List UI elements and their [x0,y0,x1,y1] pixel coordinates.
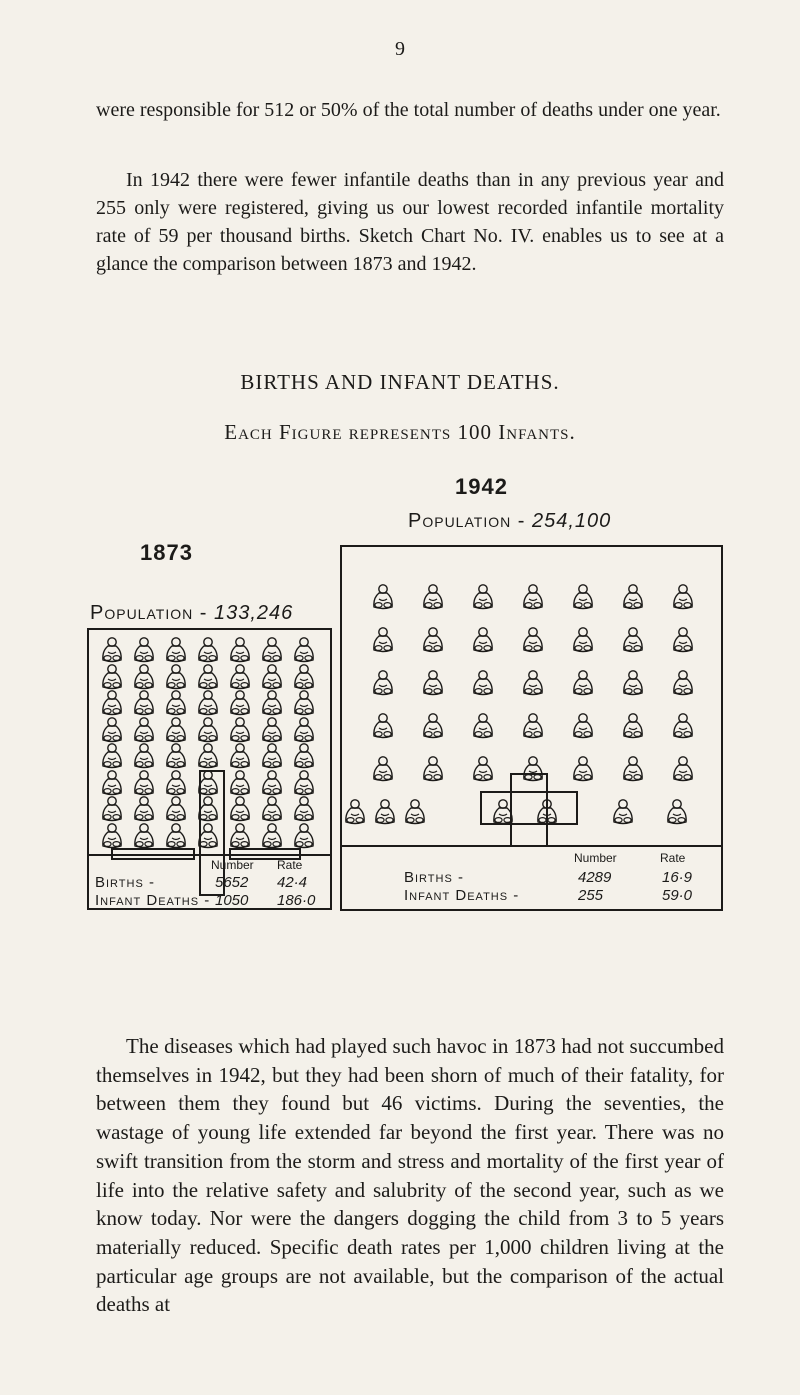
panel-1942 [340,545,723,911]
infant-figure-icon [620,712,646,740]
paragraph-1942-summary: In 1942 there were fewer infantile deaths than in any previous year and 255 only were registered, giving us our lowest recorded infantile mortality rate of 59 per thousand births. Sketch Chart No. IV. enables us to see at a glance the comparison between 1873 and 1942. [96,169,724,275]
infant-figure-icon [131,795,157,823]
infant-figure-icon [195,663,221,691]
infant-figure-icon [470,755,496,783]
infant-figure-icon [227,716,253,744]
infant-figure-icon [131,769,157,797]
population-1942 [408,510,611,533]
infant-figure-icon [99,636,125,664]
infant-figure-icon [470,626,496,654]
infant-figure-icon [670,626,696,654]
infant-figure-icon [670,583,696,611]
population-1873-label: Population - [90,602,208,624]
infant-figure-icon [370,712,396,740]
infant-figure-icon [227,795,253,823]
chart-title: BIRTHS AND INFANT DEATHS. [240,370,560,394]
population-1942-value: 254,100 [531,510,612,532]
infant-figure-icon [420,755,446,783]
infant-figure-icon [131,716,157,744]
infant-figure-icon [520,583,546,611]
deaths-rate-1873: 186·0 [277,892,316,909]
population-1873 [90,602,293,625]
infant-figure-icon [227,689,253,717]
infant-figure-icon [259,636,285,664]
infant-figure-icon [99,769,125,797]
infant-figure-icon [370,755,396,783]
infant-figure-icon [131,663,157,691]
infant-figure-icon [163,822,189,850]
births-label-1942: Births - [404,869,464,886]
infant-figure-icon [291,822,317,850]
deaths-number-1942: 255 [578,887,604,904]
infant-figure-icon [610,798,636,826]
chart-subtitle: Each Figure represents 100 Infants. [224,420,576,444]
infant-figure-icon [402,798,428,826]
infant-figure-icon [470,712,496,740]
infant-figure-icon [370,669,396,697]
infant-figure-icon [259,689,285,717]
infant-figure-icon [99,822,125,850]
infant-figure-icon [520,669,546,697]
infant-figure-icon [259,769,285,797]
infant-figure-icon [195,636,221,664]
infant-figure-icon [342,798,368,826]
infant-figure-icon [163,663,189,691]
infant-figure-icon [259,716,285,744]
births-number-1873: 5652 [215,874,249,891]
infant-figure-icon [620,626,646,654]
births-rate-1942: 16·9 [662,869,693,886]
infant-figure-icon [620,755,646,783]
infant-figure-icon [163,742,189,770]
infant-figure-icon [620,583,646,611]
infant-figure-icon [99,689,125,717]
births-number-1942: 4289 [578,869,612,886]
births-rate-1873: 42·4 [277,874,308,891]
infant-figure-icon [420,583,446,611]
infant-figure-icon [670,755,696,783]
infant-figure-icon [520,712,546,740]
infant-figure-icon [570,755,596,783]
infant-figure-icon [131,636,157,664]
year-1873-label: 1873 [140,540,193,565]
header-number-1873: Number [211,858,254,872]
paragraph-intro: were responsible for 512 or 50% of the total number of deaths under one year. [96,99,721,121]
births-label-1873: Births - [95,874,155,891]
infant-figure-icon [370,626,396,654]
deaths-number-1873: 1050 [215,892,249,909]
infant-figure-icon [195,769,221,797]
header-number-1942: Number [574,851,617,865]
infant-figure-icon [195,716,221,744]
infant-figure-icon [259,663,285,691]
infant-figure-icon [291,769,317,797]
divider-1942 [342,845,721,847]
infant-figure-icon [259,742,285,770]
infant-figure-icon [470,583,496,611]
year-1942-label: 1942 [455,474,508,499]
deaths-label-1942: Infant Deaths - [404,887,520,904]
infant-figure-icon [99,716,125,744]
header-rate-1873: Rate [277,858,303,872]
page-number: 9 [395,38,405,60]
infant-figure-icon [470,669,496,697]
infant-figure-icon [520,755,546,783]
infant-figure-icon [490,798,516,826]
infant-figure-icon [131,689,157,717]
infant-figure-icon [291,716,317,744]
infant-figure-icon [195,689,221,717]
header-rate-1942: Rate [660,851,686,865]
infant-figure-icon [664,798,690,826]
infant-figure-icon [291,636,317,664]
deaths-rate-1942: 59·0 [662,887,693,904]
infant-figure-icon [163,795,189,823]
infant-figure-icon [291,663,317,691]
infant-figure-icon [570,669,596,697]
infant-figure-icon [520,626,546,654]
infant-figure-icon [670,669,696,697]
infant-figure-icon [227,663,253,691]
infant-figure-icon [420,669,446,697]
infant-figure-icon [227,742,253,770]
infant-figure-icon [370,583,396,611]
infant-figure-icon [259,795,285,823]
infant-figure-icon [99,795,125,823]
infant-figure-icon [534,798,560,826]
infant-figure-icon [131,742,157,770]
infant-figure-icon [420,712,446,740]
infant-figure-icon [131,822,157,850]
infant-figure-icon [163,769,189,797]
infant-figure-icon [570,626,596,654]
population-1942-label: Population - [408,510,526,532]
paragraph-diseases: The diseases which had played such havoc in 1873 had not succumbed themselves in 1942, but they had been shorn of much of their fatality, for between them they found but 46 victims. During the seventies, the wastage of young life extended far beyond the first year. There was no swift transition from the storm and stress and mortality of the first year of life into the relative safety and salubrity of the second year, such as we know today. Nor were the dangers dogging the child from 3 to 5 years materially reduced. Specific death rates per 1,000 children living at the particular age groups are not available, but the comparison of the actual deaths at [96,1034,724,1317]
infant-figure-icon [195,822,221,850]
infant-figure-icon [570,712,596,740]
infant-figure-icon [227,822,253,850]
infant-figure-icon [195,795,221,823]
infant-figure-icon [259,822,285,850]
infant-figure-icon [99,742,125,770]
infant-figure-icon [227,636,253,664]
infant-figure-icon [291,795,317,823]
infant-figure-icon [163,636,189,664]
infant-figure-icon [163,716,189,744]
infant-figure-icon [163,689,189,717]
divider-1873 [89,854,330,856]
deaths-label-1873: Infant Deaths - [95,892,211,909]
infant-figure-icon [291,742,317,770]
population-1873-value: 133,246 [213,602,294,624]
infant-figure-icon [420,626,446,654]
infant-figure-icon [670,712,696,740]
infant-figure-icon [227,769,253,797]
infant-figure-icon [372,798,398,826]
infant-figure-icon [195,742,221,770]
panel-1873 [87,628,332,910]
infant-figure-icon [620,669,646,697]
infant-figure-icon [99,663,125,691]
infant-figure-icon [291,689,317,717]
infant-figure-icon [570,583,596,611]
